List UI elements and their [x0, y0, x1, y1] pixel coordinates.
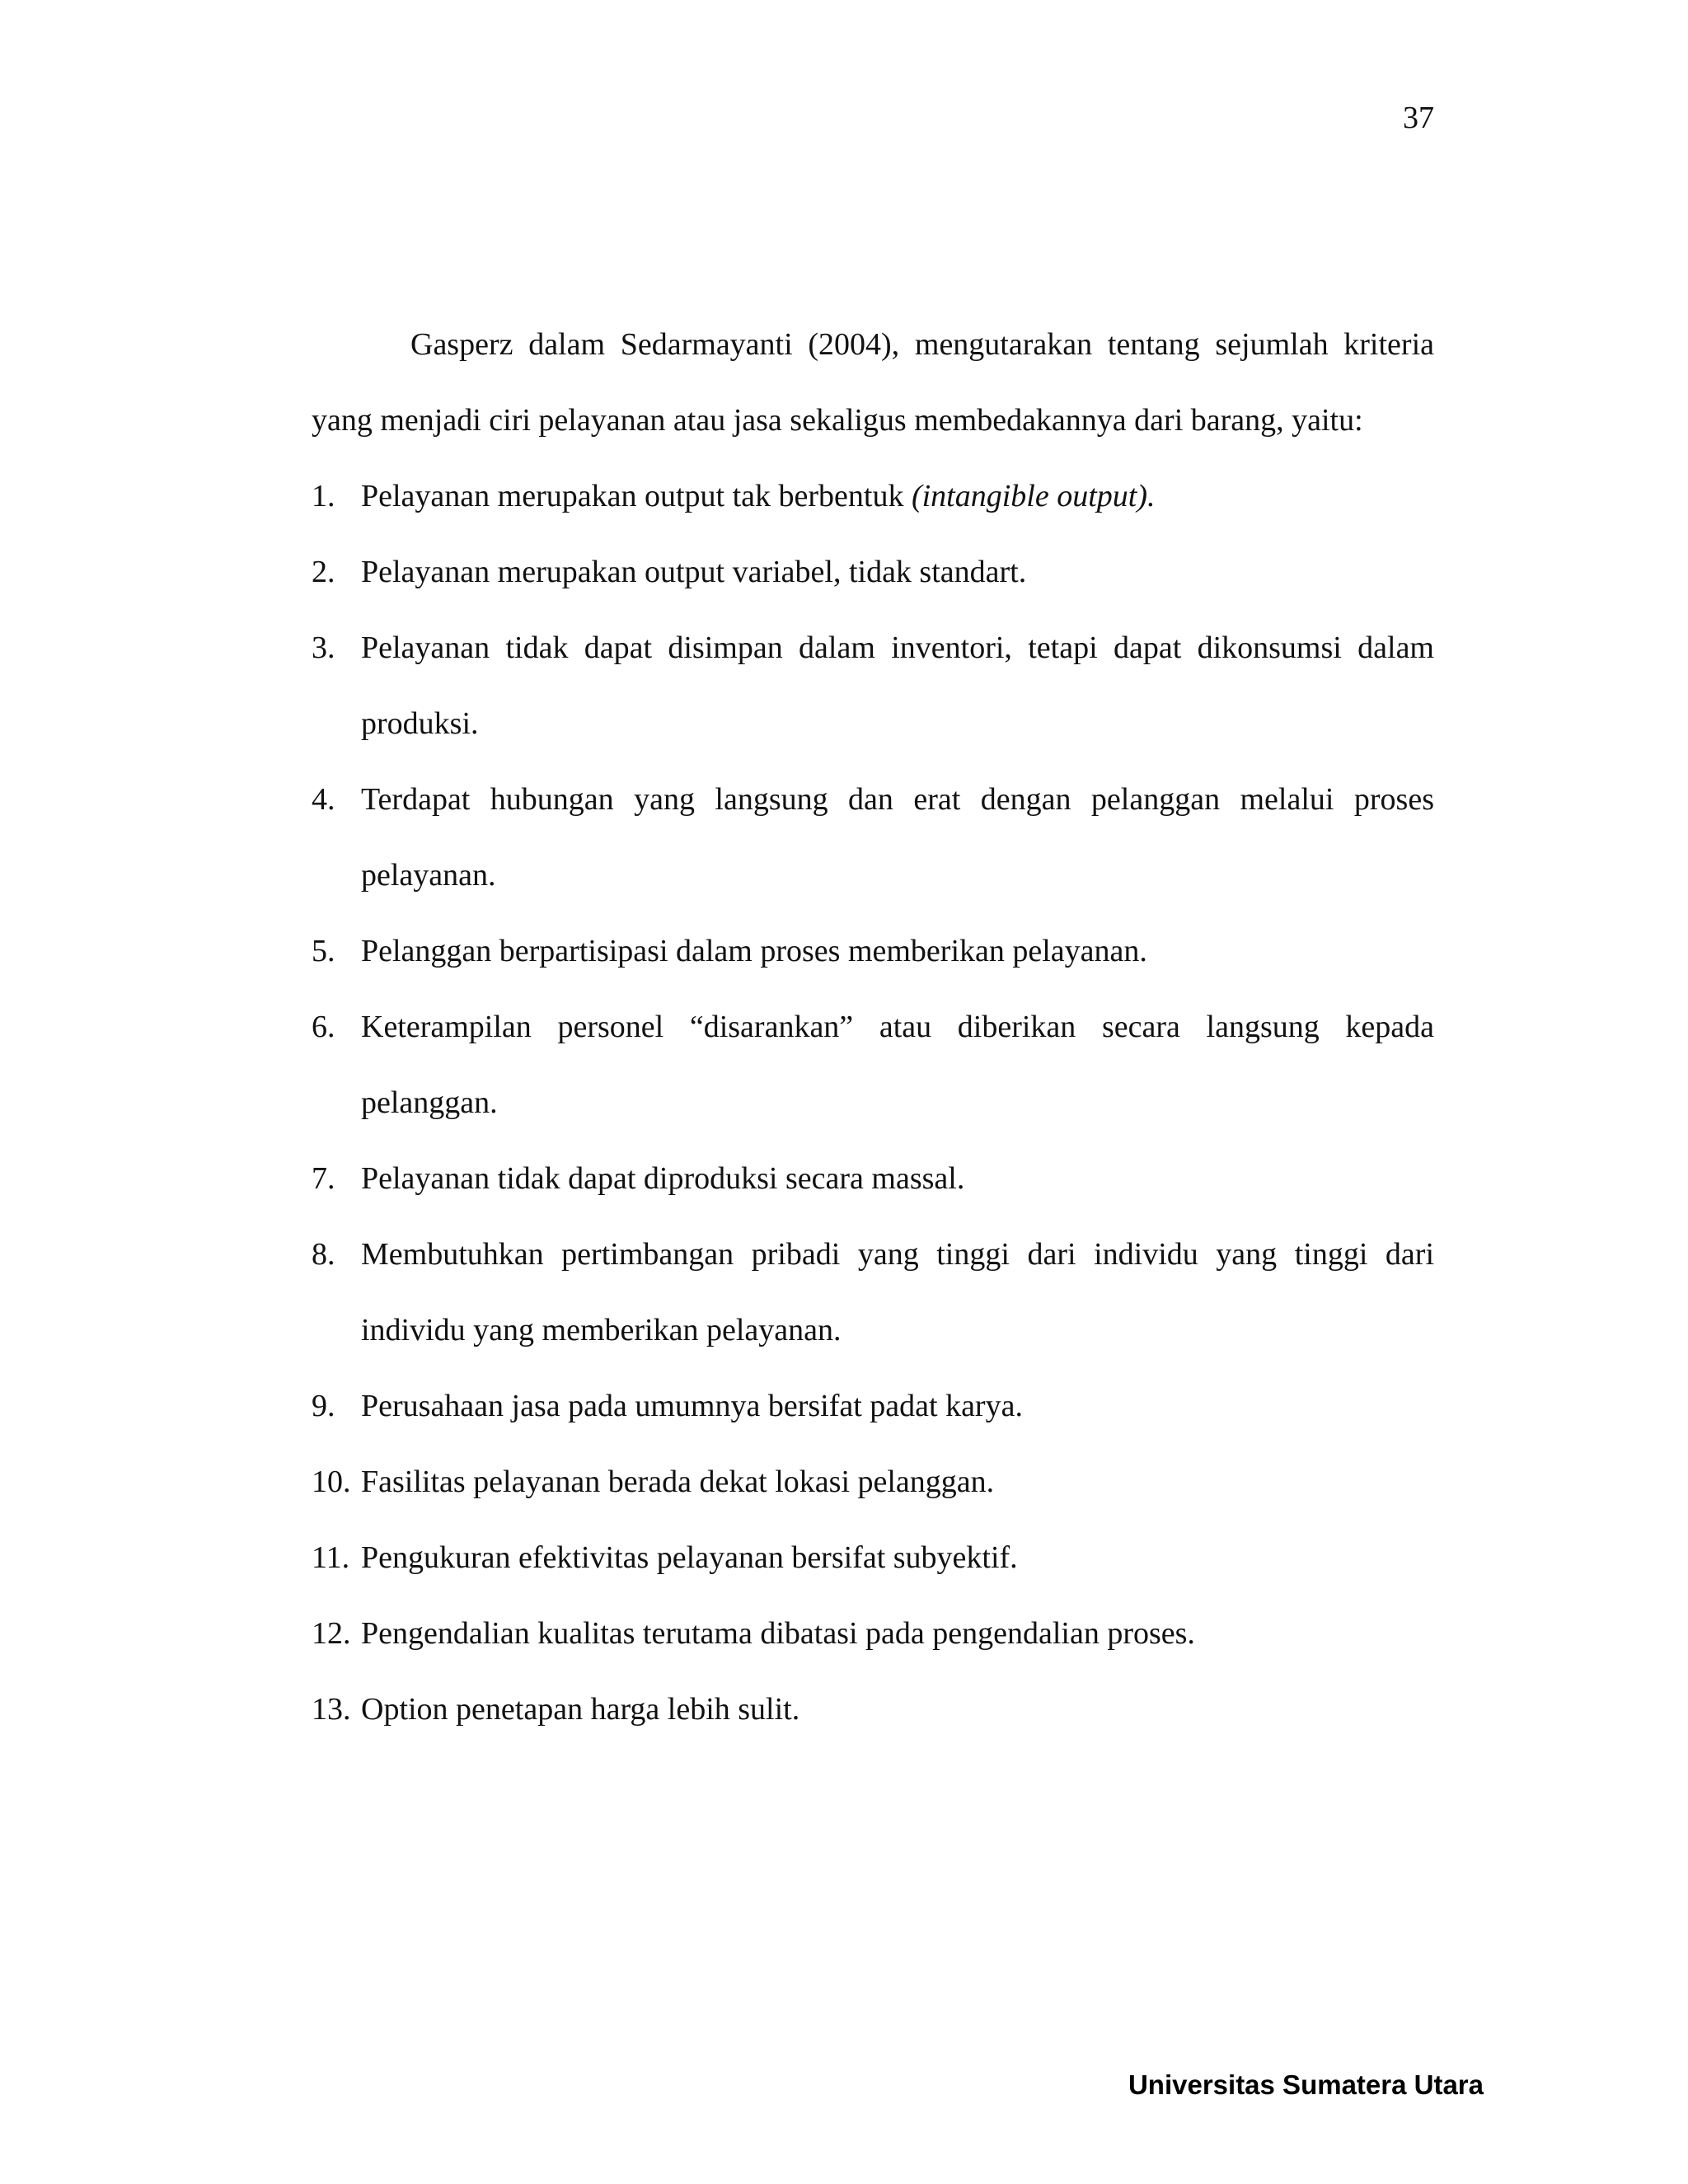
- list-item-text: Pelayanan tidak dapat disimpan dalam inventori, tetapi dapat dikonsumsi dalam produksi.: [361, 630, 1434, 741]
- list-item: [312, 1596, 1434, 1671]
- list-item: [312, 1444, 1434, 1520]
- list-item: [312, 1216, 1434, 1368]
- list-item-text-regular: Pelayanan merupakan output tak berbentuk: [361, 479, 912, 513]
- list-item-number: 10.: [312, 1465, 351, 1499]
- list-item-text: Option penetapan harga lebih sulit.: [361, 1692, 800, 1727]
- list-item-text: Keterampilan personel “disarankan” atau diberikan secara langsung kepada pelanggan.: [361, 1010, 1434, 1120]
- list-item: [312, 458, 1434, 534]
- list-item: [312, 762, 1434, 913]
- list-item: [312, 989, 1434, 1141]
- list-item-number: 8.: [312, 1237, 335, 1272]
- list-item-number: 5.: [312, 934, 335, 968]
- list-item-text: Fasilitas pelayanan berada dekat lokasi pelanggan.: [361, 1465, 995, 1499]
- footer-university-name: Universitas Sumatera Utara: [1128, 2069, 1484, 2100]
- page-number: 37: [1403, 101, 1434, 135]
- list-item-number: 4.: [312, 782, 335, 817]
- list-item: [312, 913, 1434, 989]
- list-item-number: 1.: [312, 479, 335, 513]
- list-item: [312, 534, 1434, 610]
- list-item: [312, 1520, 1434, 1596]
- document-body: [312, 307, 1434, 1747]
- list-item-text: Membutuhkan pertimbangan pribadi yang tinggi dari individu yang tinggi dari individu yang memberikan pelayanan.: [361, 1237, 1434, 1347]
- list-item: [312, 1671, 1434, 1747]
- list-item: [312, 610, 1434, 762]
- list-item-text: Pelanggan berpartisipasi dalam proses memberikan pelayanan.: [361, 934, 1147, 968]
- list-item-text: [361, 458, 1434, 534]
- list-item: [312, 1368, 1434, 1444]
- list-item-text: Terdapat hubungan yang langsung dan erat dengan pelanggan melalui proses pelayanan.: [361, 782, 1434, 893]
- list-item-number: 11.: [312, 1540, 350, 1575]
- list-item-text: Perusahaan jasa pada umumnya bersifat padat karya.: [361, 1389, 1023, 1423]
- criteria-list: [312, 458, 1434, 1747]
- list-item-number: 6.: [312, 1010, 335, 1044]
- list-item-number: 13.: [312, 1692, 351, 1727]
- list-item-text: Pelayanan merupakan output variabel, tidak standart.: [361, 555, 1027, 589]
- list-item-number: 7.: [312, 1161, 335, 1196]
- list-item-text: Pengendalian kualitas terutama dibatasi pada pengendalian proses.: [361, 1616, 1195, 1651]
- list-item-number: 9.: [312, 1389, 335, 1423]
- list-item: [312, 1141, 1434, 1216]
- list-item-text: Pengukuran efektivitas pelayanan bersifat subyektif.: [361, 1540, 1018, 1575]
- intro-paragraph: Gasperz dalam Sedarmayanti (2004), mengutarakan tentang sejumlah kriteria yang menjadi ciri pelayanan atau jasa sekaligus membedakannya dari barang, yaitu:: [312, 327, 1434, 438]
- list-item-text: Pelayanan tidak dapat diproduksi secara massal.: [361, 1161, 965, 1196]
- list-item-text-italic: (intangible output).: [911, 479, 1156, 513]
- list-item-number: 12.: [312, 1616, 351, 1651]
- list-item-number: 3.: [312, 630, 335, 665]
- list-item-number: 2.: [312, 555, 335, 589]
